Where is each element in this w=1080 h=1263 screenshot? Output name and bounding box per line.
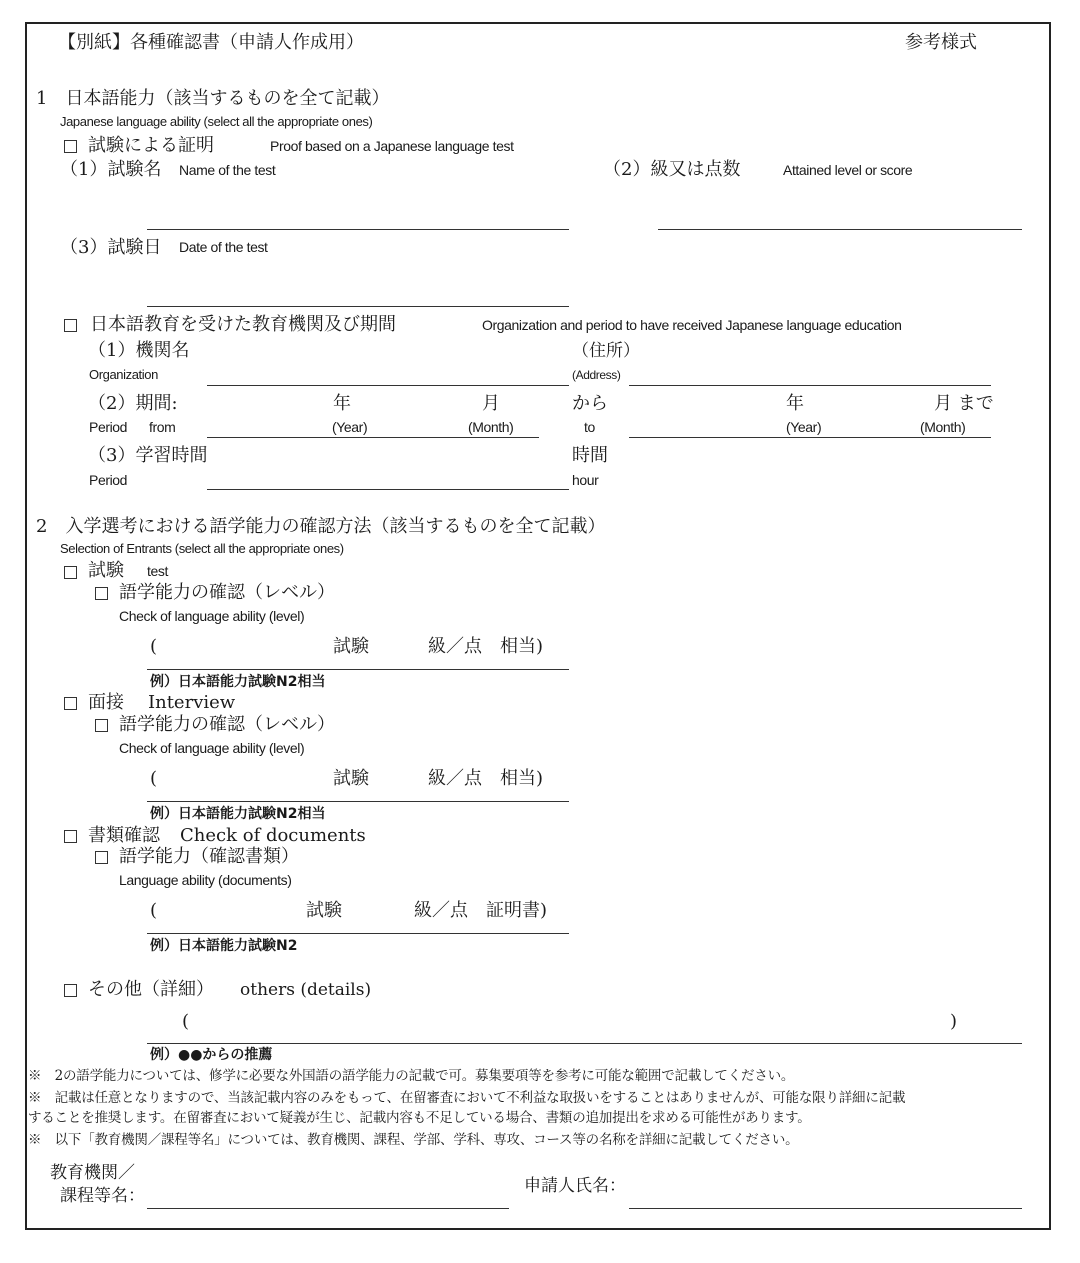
applicant-name-input-line[interactable] [629,1208,1022,1209]
education-label: 日本語教育を受けた教育機関及び期間 [90,314,396,335]
kara-label: から [572,393,608,414]
test-kyu-label: 級／点 相当) [428,636,544,657]
test-shiken-label: 試験 [333,636,369,657]
period-label: （2）期間: [88,393,178,414]
applicant-name-label: 申請人氏名： [524,1176,626,1196]
test-proof-checkbox[interactable] [64,140,77,153]
interview-level-checkbox[interactable] [95,719,108,732]
interview-example: 例）日本語能力試験N2相当 [150,806,326,822]
address-label-en: (Address) [572,368,621,382]
section1-heading: 1 日本語能力（該当するものを全て記載） [36,88,390,109]
test-name-label-en: Name of the test [179,162,276,178]
study-hours-label-en: Period [89,472,128,488]
institution-label-2: 課程等名： [60,1186,145,1206]
documents-input-line[interactable] [147,933,569,934]
section2-heading-en: Selection of Entrants (select all the appropriate ones) [60,541,344,556]
organization-label: （1）機関名 [88,340,190,361]
documents-lang-label-en: Language ability (documents) [119,872,292,888]
documents-checkbox[interactable] [64,830,77,843]
others-label-en: others (details) [240,980,372,1000]
from-label: from [149,419,176,435]
documents-lang-checkbox[interactable] [95,851,108,864]
month-label: 月 [482,393,500,414]
others-input-line[interactable] [147,1043,1022,1044]
test-date-label: （3）試験日 [60,237,162,258]
test-level-label-en: Check of language ability (level) [119,608,305,624]
year2-label-en: (Year) [786,419,822,435]
test-name-input-line[interactable] [147,229,569,230]
others-paren-open: ( [182,1011,190,1032]
organization-label-en: Organization [89,367,158,382]
reference-format-label: 参考様式 [905,32,977,53]
others-checkbox[interactable] [64,984,77,997]
documents-kyu-label: 級／点 証明書) [414,900,548,921]
note-1: ※ 2の語学能力については、修学に必要な外国語の語学能力の記載で可。募集要項等を参考に可能な範囲で記載してください。 [28,1068,795,1084]
documents-label: 書類確認 [88,825,160,846]
to-label: to [584,419,595,435]
jikan-label: 時間 [572,445,608,466]
test-label: 試験 [88,560,124,581]
institution-input-line[interactable] [147,1208,509,1209]
test-date-label-en: Date of the test [179,239,268,255]
form-title: 【別紙】各種確認書（申請人作成用） [58,32,364,53]
study-hours-label: （3）学習時間 [88,445,208,466]
others-paren-close: ) [950,1011,958,1032]
month2-label-en: (Month) [920,419,966,435]
institution-label-1: 教育機関／ [50,1163,135,1183]
note-3: ※ 以下「教育機関／課程等名」については、教育機関、課程、学部、学科、専攻、コース等の名称を詳細に記載してください。 [28,1132,799,1148]
documents-paren-open: ( [150,900,158,921]
interview-level-input-line[interactable] [147,801,569,802]
others-label: その他（詳細） [88,979,214,1000]
study-hours-input-line[interactable] [207,489,569,490]
test-proof-label-en: Proof based on a Japanese language test [270,138,514,154]
interview-shiken-label: 試験 [333,768,369,789]
test-label-en: test [147,563,168,579]
test-name-label: （1）試験名 [60,159,162,180]
others-example: 例）●●からの推薦 [150,1047,273,1063]
interview-checkbox[interactable] [64,697,77,710]
interview-level-label: 語学能力の確認（レベル） [119,714,335,735]
year-label: 年 [333,393,351,414]
interview-kyu-label: 級／点 相当) [428,768,544,789]
education-checkbox[interactable] [64,319,77,332]
interview-label-en: Interview [148,692,236,713]
address-label: （住所） [572,341,640,361]
education-label-en: Organization and period to have received Japanese language education [482,317,902,333]
section2-heading: 2 入学選考における語学能力の確認方法（該当するものを全て記載） [36,516,606,537]
note-2: ※ 記載は任意となりますので、当該記載内容のみをもって、在留審査において不利益な取扱いをすることはありませんが、可能な限り詳細に記載 [28,1090,906,1106]
period-to-input-line[interactable] [629,437,991,438]
level-label: （2）級又は点数 [603,159,741,180]
period-from-input-line[interactable] [207,437,539,438]
documents-label-en: Check of documents [180,825,366,846]
test-paren-open: ( [150,636,158,657]
year2-label: 年 [786,393,804,414]
documents-lang-label: 語学能力（確認書類） [119,846,299,867]
month-made-label: 月 まで [934,393,994,414]
documents-example: 例）日本語能力試験N2 [150,938,298,954]
organization-input-line[interactable] [207,385,569,386]
interview-label: 面接 [88,692,124,713]
month-label-en: (Month) [468,419,514,435]
year-label-en: (Year) [332,419,368,435]
level-input-line[interactable] [658,229,1022,230]
test-level-label: 語学能力の確認（レベル） [119,582,335,603]
test-level-input-line[interactable] [147,669,569,670]
test-level-checkbox[interactable] [95,587,108,600]
hour-label-en: hour [572,472,599,488]
test-example: 例）日本語能力試験N2相当 [150,674,326,690]
test-proof-label: 試験による証明 [88,135,214,156]
interview-level-label-en: Check of language ability (level) [119,740,305,756]
level-label-en: Attained level or score [783,162,913,178]
documents-shiken-label: 試験 [306,900,342,921]
address-input-line[interactable] [629,385,991,386]
interview-paren-open: ( [150,768,158,789]
test-checkbox[interactable] [64,566,77,579]
test-date-input-line[interactable] [147,306,569,307]
note-2-cont: することを推奨します。在留審査において疑義が生じ、記載内容も不足している場合、書類の追加提出を求める可能性があります。 [28,1110,811,1126]
period-label-en: Period [89,419,128,435]
section1-heading-en: Japanese language ability (select all the appropriate ones) [60,114,373,129]
